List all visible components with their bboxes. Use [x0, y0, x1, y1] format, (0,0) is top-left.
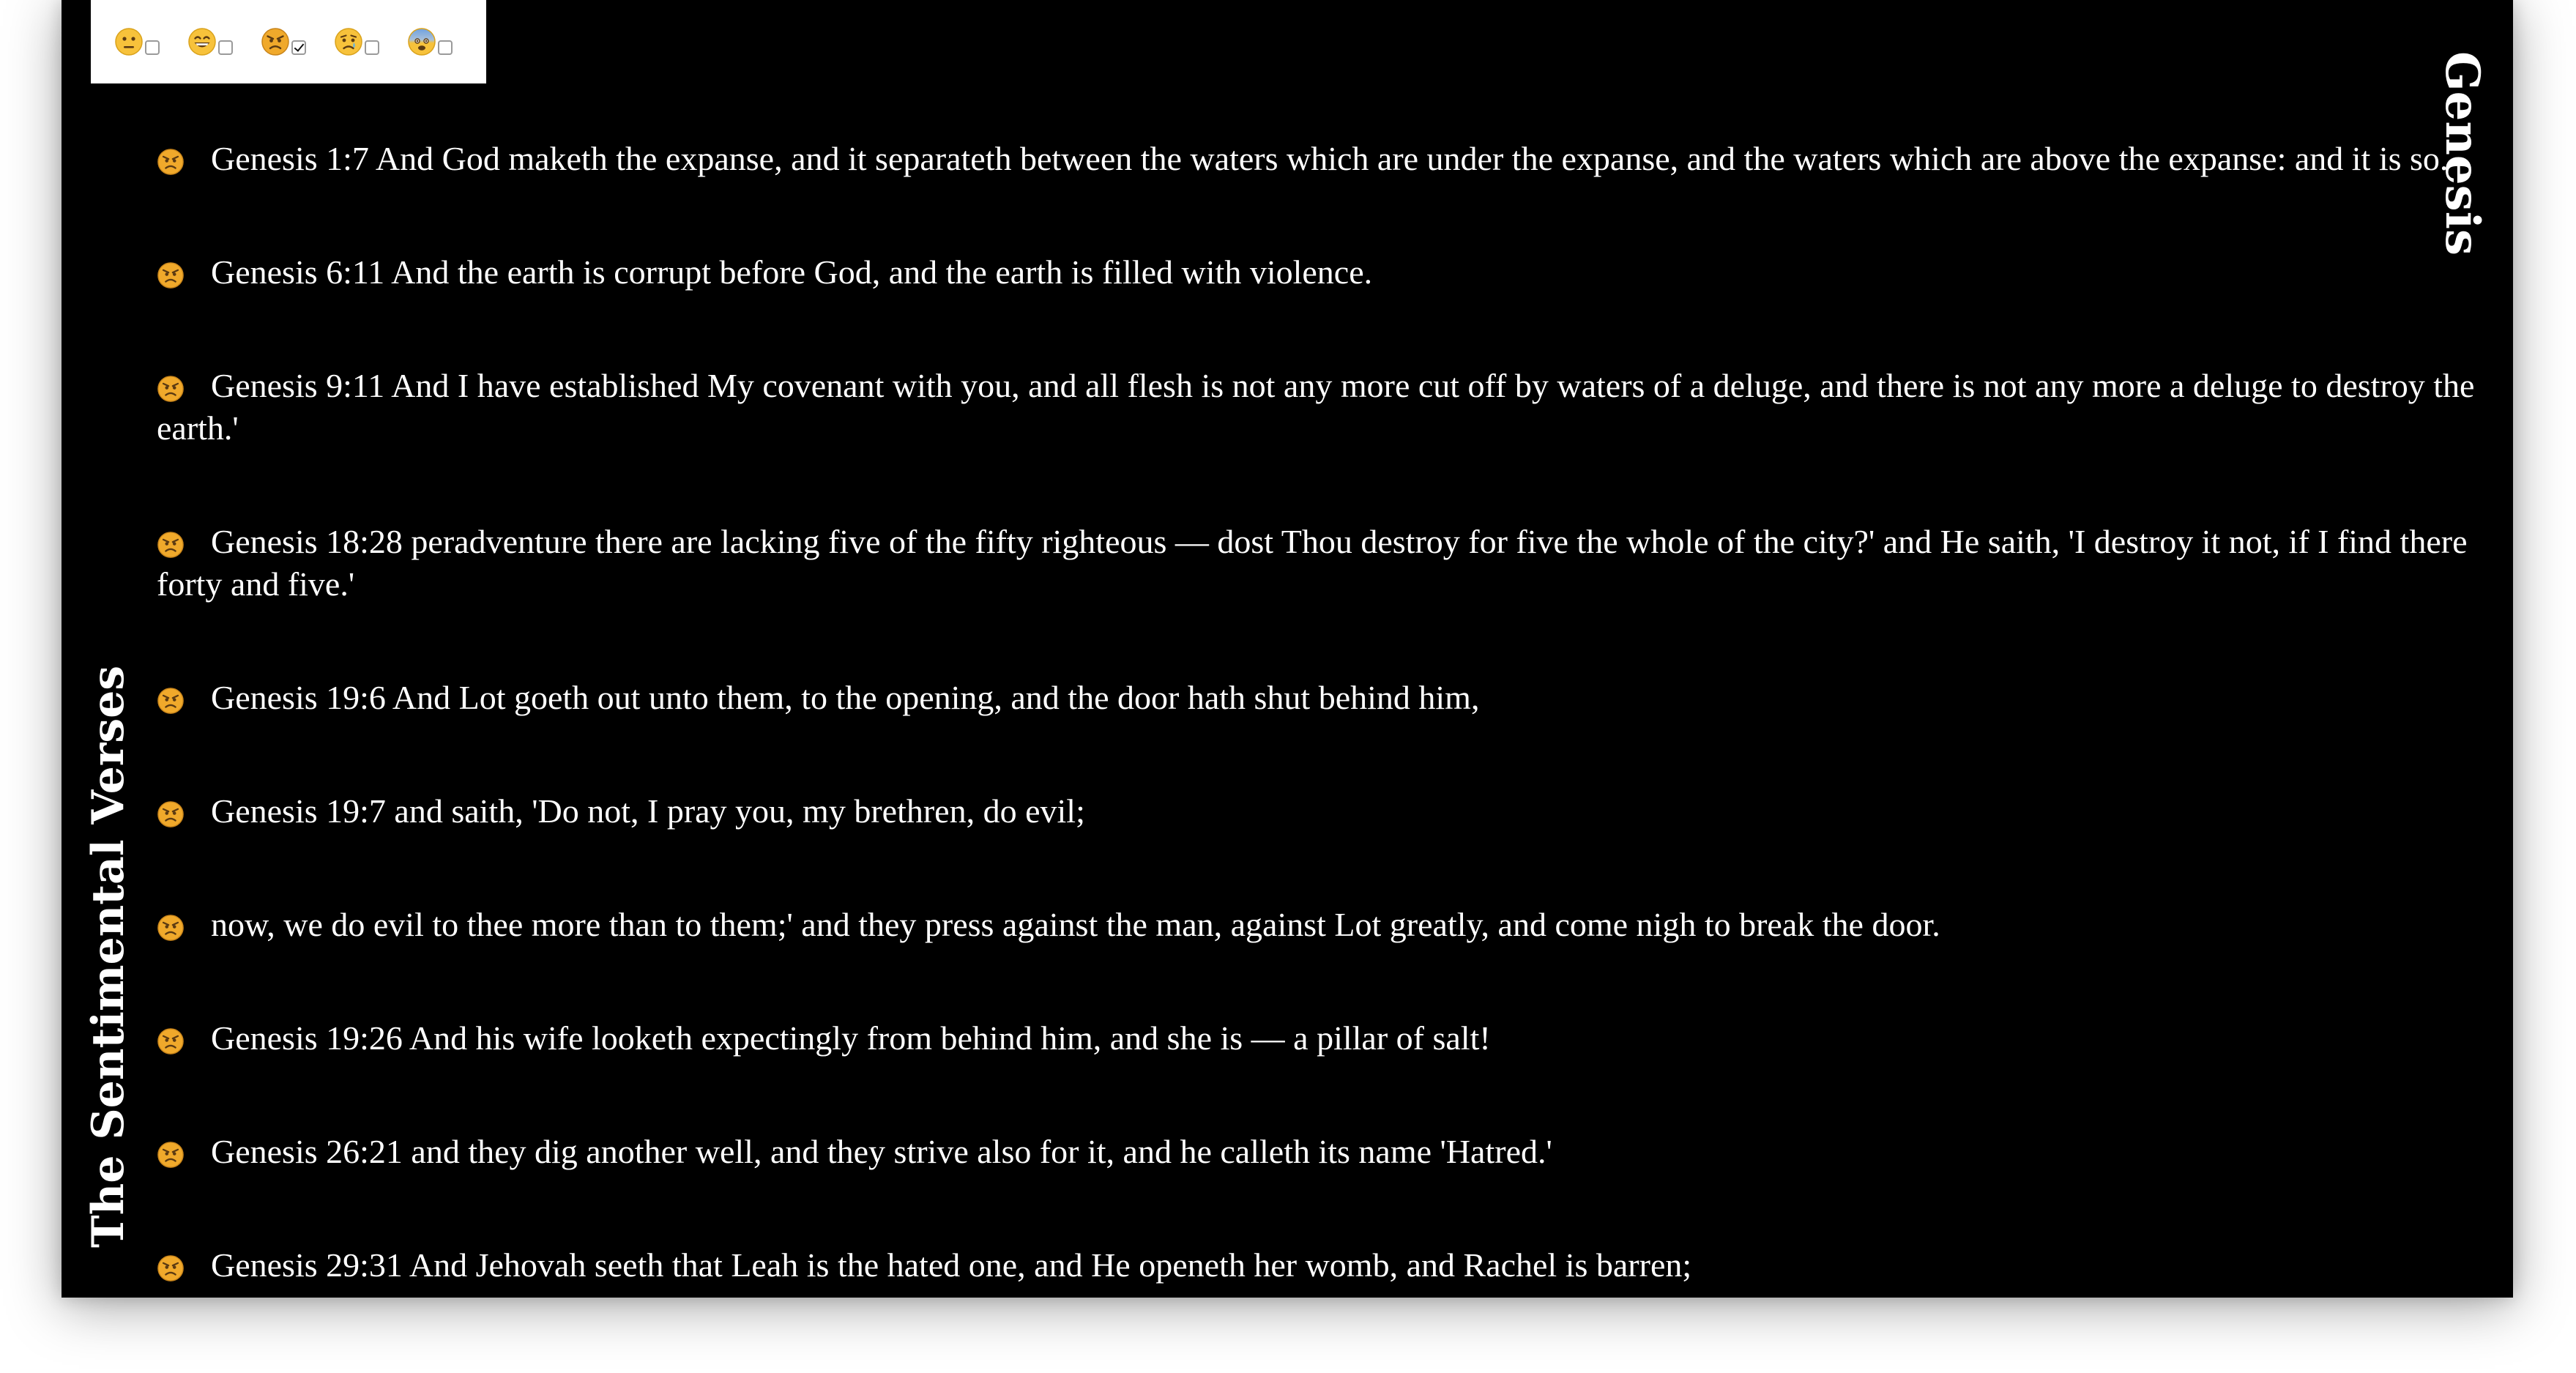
- verse-text: Genesis 19:6 And Lot goeth out unto them, to the opening, and the door hath shut behind him,: [211, 679, 1480, 716]
- filter-fear-checkbox[interactable]: [438, 40, 453, 55]
- filter-anger-checkbox[interactable]: [291, 40, 306, 55]
- angry-face-icon: [157, 1254, 185, 1282]
- grinning-face-icon: [187, 27, 217, 56]
- angry-face-icon: [157, 375, 185, 403]
- verse-text: Genesis 19:7 and saith, 'Do not, I pray you, my brethren, do evil;: [211, 792, 1085, 830]
- filter-joy[interactable]: [187, 27, 233, 56]
- verse-item: [157, 521, 2485, 606]
- filter-sadness[interactable]: [334, 27, 379, 56]
- angry-face-icon: [157, 531, 185, 559]
- book-title: Genesis: [2435, 51, 2490, 256]
- neutral-face-icon: [114, 27, 144, 56]
- filter-sadness-checkbox[interactable]: [365, 40, 379, 55]
- angry-face-icon: [157, 687, 185, 715]
- sad-face-icon: [334, 27, 363, 56]
- verse-list: [157, 138, 2485, 1298]
- verse-item: [157, 251, 2485, 294]
- verse-item: [157, 365, 2485, 450]
- verse-item: [157, 138, 2485, 180]
- angry-face-icon: [157, 914, 185, 942]
- filter-neutral-checkbox[interactable]: [145, 40, 160, 55]
- verse-text: Genesis 18:28 peradventure there are lacking five of the fifty righteous — dost Thou destroy for five the whole of the city?' and He saith, 'I destroy it not, if I find there forty and five.': [157, 523, 2468, 603]
- angry-face-icon: [157, 1027, 185, 1055]
- angry-face-icon: [157, 800, 185, 828]
- filter-neutral[interactable]: [114, 27, 160, 56]
- verse-item: [157, 1244, 2485, 1287]
- angry-face-icon: [157, 148, 185, 176]
- app-window: [62, 0, 2513, 1298]
- verse-text: Genesis 29:31 And Jehovah seeth that Leah is the hated one, and He openeth her womb, and Rachel is barren;: [211, 1246, 1692, 1284]
- emotion-filter-panel: [91, 0, 486, 83]
- verse-text: Genesis 1:7 And God maketh the expanse, and it separateth between the waters which are under the expanse, and the waters which are above the expanse: and it is so.: [211, 140, 2449, 177]
- verse-item: [157, 1017, 2485, 1060]
- verse-text: Genesis 26:21 and they dig another well, and they strive also for it, and he calleth its name 'Hatred.': [211, 1133, 1552, 1170]
- verse-item: [157, 790, 2485, 833]
- angry-face-icon: [157, 261, 185, 289]
- verse-item: [157, 1131, 2485, 1173]
- angry-face-icon: [157, 1141, 185, 1169]
- verse-text: Genesis 6:11 And the earth is corrupt before God, and the earth is filled with violence.: [211, 253, 1373, 291]
- verse-text: Genesis 9:11 And I have established My covenant with you, and all flesh is not any more cut off by waters of a deluge, and there is not any more a deluge to destroy the earth.': [157, 367, 2475, 447]
- verse-text: Genesis 19:26 And his wife looketh expectingly from behind him, and she is — a pillar of salt!: [211, 1019, 1491, 1057]
- filter-anger[interactable]: [261, 27, 306, 56]
- filter-joy-checkbox[interactable]: [218, 40, 233, 55]
- verse-item: [157, 904, 2485, 946]
- fearful-face-icon: [407, 27, 436, 56]
- filter-fear[interactable]: [407, 27, 453, 56]
- app-title: The Sentimental Verses: [83, 665, 134, 1248]
- angry-face-icon: [261, 27, 290, 56]
- verse-item: [157, 677, 2485, 719]
- verse-text: now, we do evil to thee more than to them;' and they press against the man, against Lot greatly, and come nigh to break the door.: [211, 906, 1940, 943]
